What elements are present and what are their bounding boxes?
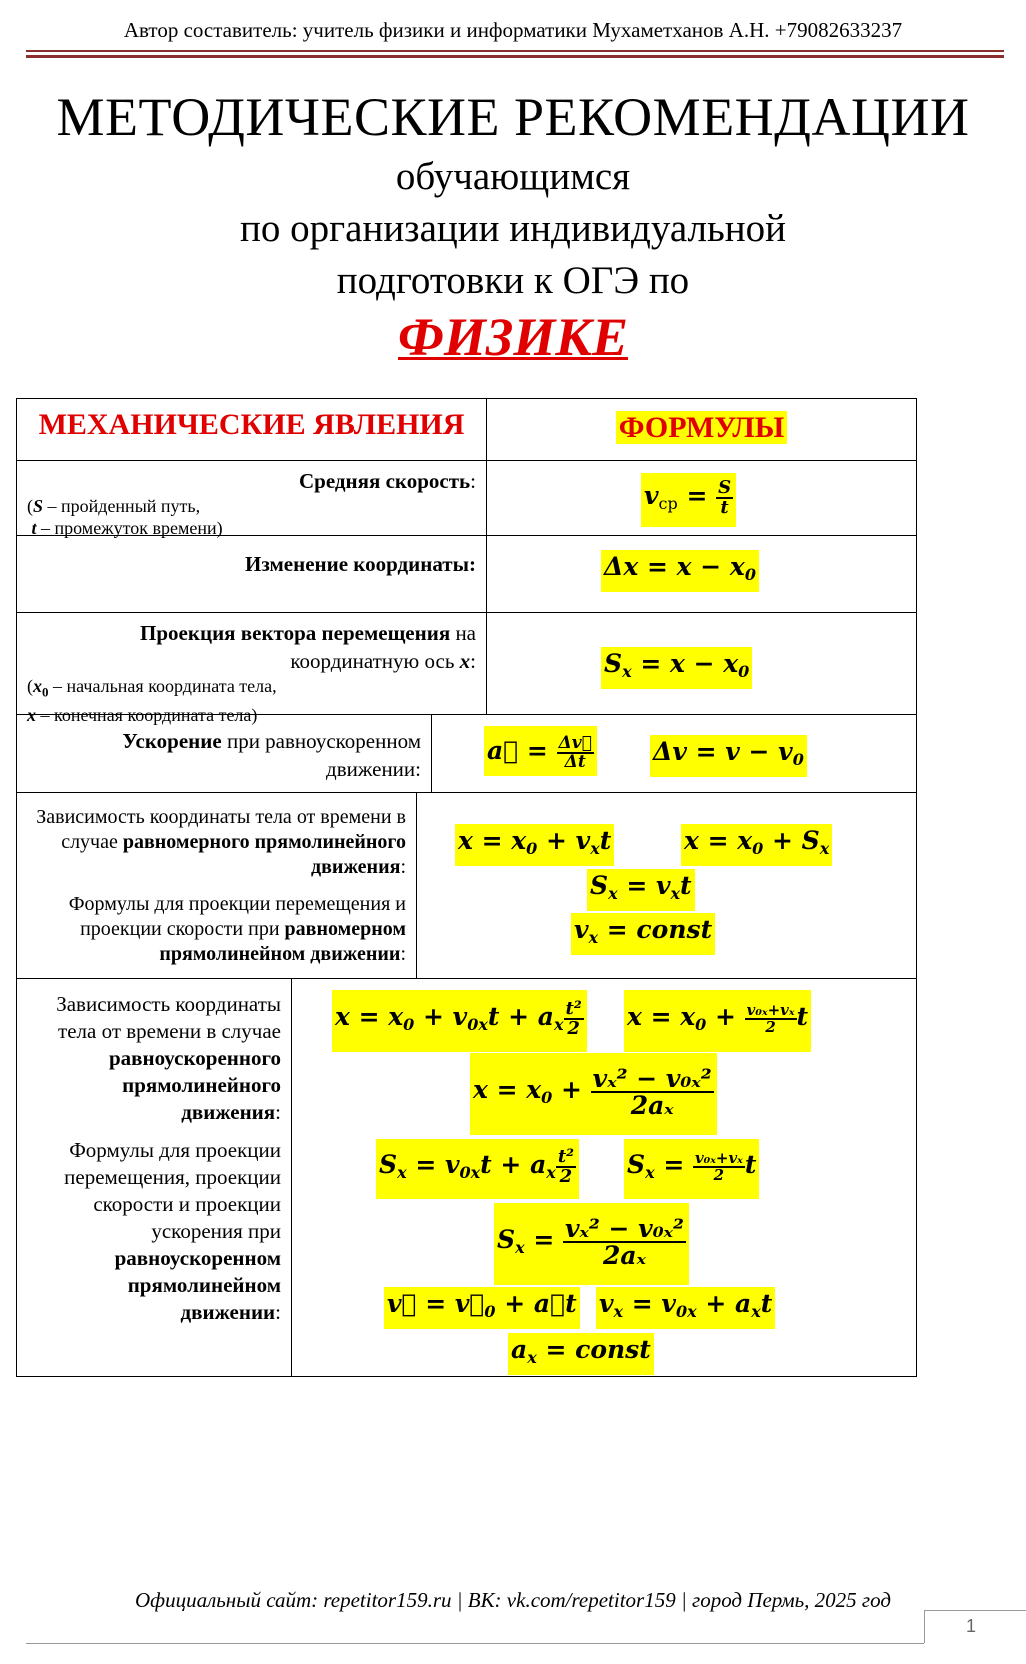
author-header: Автор составитель: учитель физики и информатики Мухаметханов А.Н. +79082633237 [123, 18, 903, 42]
row-accelerated-motion [17, 979, 916, 1377]
header-formulas: ФОРМУЛЫ [616, 411, 787, 444]
accelerated-text-1: Зависимость координаты тела от времени в случае равноускоренного прямолинейного движения: [56, 992, 281, 1124]
uniform-text-1: Зависимость координаты тела от времени в случае равномерного прямолинейного движения: [36, 806, 406, 878]
formula-accel-displacement-avg: $S_x$ = $\frac{\text{v₀ₓ+vₓ}}{2}$ t [624, 1139, 759, 1199]
formula-accel-coord-avg: $x = x_0$ + $\frac{\text{v₀ₓ+vₓ}}{2}$ t [624, 990, 811, 1052]
table-header-row [17, 399, 916, 461]
header-mechanics: МЕХАНИЧЕСКИЕ ЯВЛЕНИЯ [38, 408, 465, 441]
formula-coord-change: $\Delta x = x - x_0$ [601, 550, 759, 592]
row-coordinate-change [17, 536, 916, 613]
formula-uniform-velocity: $v_x$ = const [571, 913, 715, 955]
accelerated-text-2: Формулы для проекции перемещения, проекции скорости и проекции ускорения при равноускоренном прямолинейном движении: [64, 1138, 281, 1324]
formula-acceleration: a⃗ = $\frac{\Delta v⃗}{\Delta t}$ [484, 726, 597, 776]
header-rule-thick [26, 55, 1004, 58]
acceleration-label: Ускорение при равноускоренном движении: [122, 729, 421, 781]
title-line-4: подготовки к ОГЭ по [336, 259, 690, 302]
formula-accel-velocity-vector: v⃗ = $v⃗_0$ + a⃗t [384, 1287, 580, 1329]
formula-accel-coord-noTime: $x = x_0$ + $\frac{\text{vₓ² − v₀ₓ²}}{\text{2aₓ}}$ [470, 1053, 717, 1135]
avg-speed-note: (S – пройденный путь, t – промежуток времени) [27, 496, 223, 538]
uniform-text-2: Формулы для проекции перемещения и проекции скорости при равномерном прямолинейном движении: [68, 893, 406, 965]
row-average-speed: Средняя скорость: (S – пройденный путь, t – промежуток времени) $v_{ср}$ = $\frac{S}{t}$ [17, 461, 916, 536]
formula-avg-speed: $v_{ср}$ = $\frac{S}{t}$ [641, 473, 736, 527]
formula-uniform-coord: $x = x_0 + v_xt$ [455, 824, 614, 866]
footer-text: Официальный сайт: repetitor159.ru | ВК: vk.com/repetitor159 | город Пермь, 2025 год [135, 1588, 891, 1612]
formula-uniform-coord-s: $x = x_0 + S_x$ [681, 824, 832, 866]
formula-accel-displacement-noTime: $S_x$ = $\frac{\text{vₓ² − v₀ₓ²}}{\text{2aₓ}}$ [494, 1203, 689, 1285]
projection-label: Проекция вектора перемещения на координатную ось x: [140, 621, 476, 673]
header-rule [26, 50, 1004, 52]
formulas-table [16, 398, 917, 1377]
coord-change-label: Изменение координаты: [245, 552, 476, 576]
formula-accel-const: $a_x$ = const [508, 1333, 654, 1375]
formula-velocity-change: $\Delta v = v - v_0$ [650, 735, 807, 777]
formula-accel-coord: $x = x_0 + v_{0x}t + a_x$ $\frac{\text{t²}}{2}$ [332, 990, 587, 1052]
formula-accel-velocity-proj: $v_x = v_{0x} + a_xt$ [596, 1287, 775, 1329]
title-line-1: МЕТОДИЧЕСКИЕ РЕКОМЕНДАЦИИ [56, 87, 970, 147]
projection-note: ($x_0$ – начальная координата тела, x – конечная координата тела) [27, 676, 277, 725]
page-bottom-rule [26, 1643, 924, 1644]
page-number: 1 [966, 1616, 977, 1636]
row-uniform-motion [17, 793, 916, 979]
formula-uniform-displacement: $S_x = v_xt$ [587, 869, 695, 911]
formula-displacement-projection: $S_x = x - x_0$ [601, 647, 752, 689]
title-line-3: по организации индивидуальной [240, 207, 786, 250]
title-subject: ФИЗИКЕ [397, 307, 629, 367]
title-line-2: обучающимся [395, 155, 631, 198]
avg-speed-label: Средняя скорость [299, 469, 471, 493]
row-displacement-projection [17, 613, 916, 725]
row-acceleration [17, 715, 916, 793]
formula-accel-displacement: $S_x = v_{0x}t + a_x$ $\frac{\text{t²}}{2}$ [376, 1139, 579, 1199]
